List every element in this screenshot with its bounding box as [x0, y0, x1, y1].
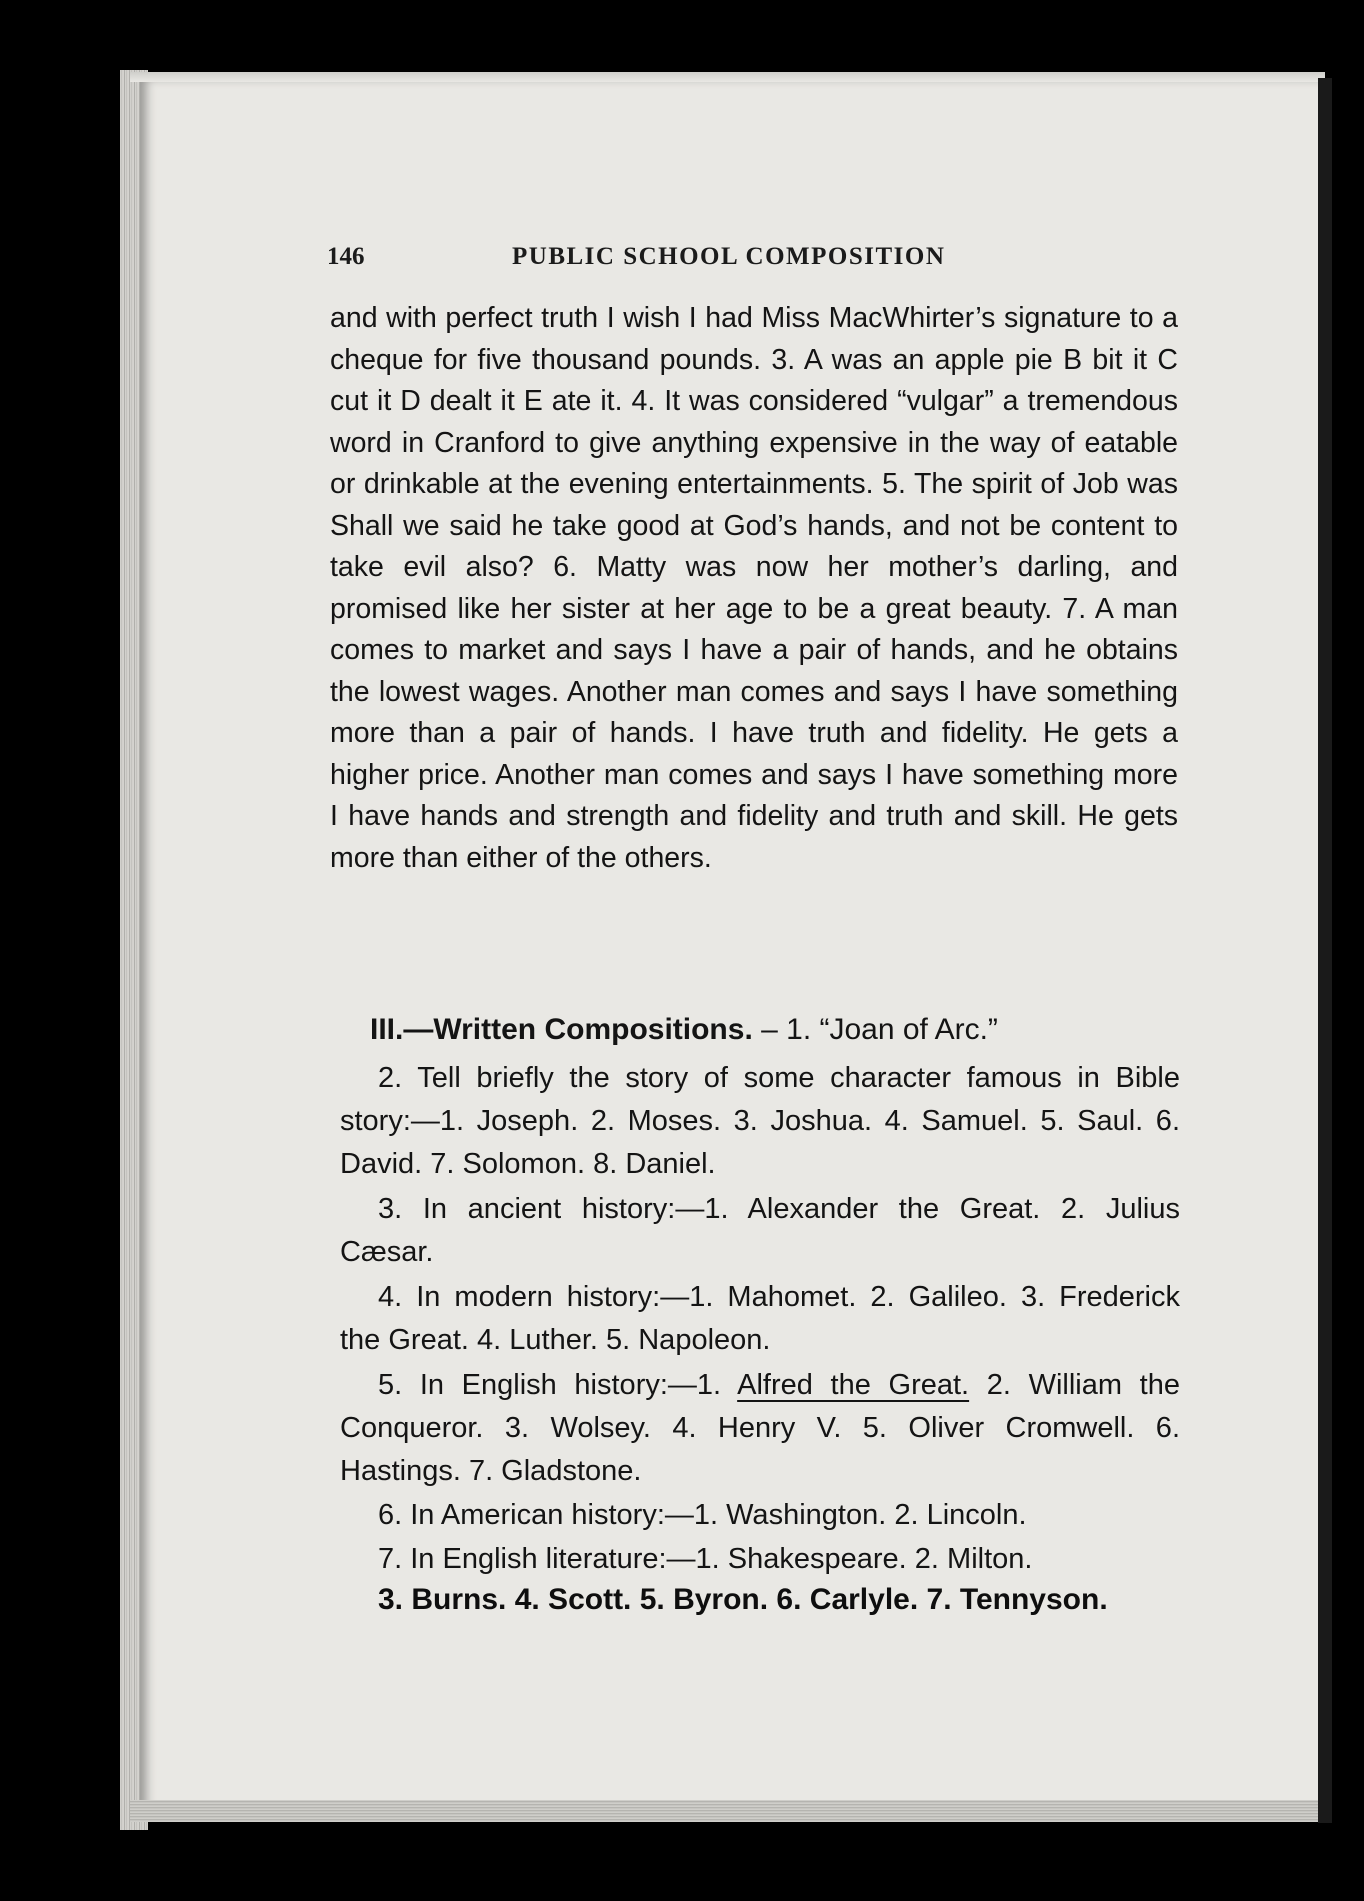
book-page-edge-bottom — [130, 1800, 1330, 1822]
book-page-edge-top — [130, 72, 1325, 82]
composition-item-2: 2. Tell briefly the story of some character famous in Bible story:—1. Joseph. 2. Moses. 3. Joshua. 4. Samuel. 5. Saul. 6. David. 7. Solomon. 8. Daniel. — [340, 1062, 1180, 1180]
page-header — [327, 243, 987, 283]
item-5-rest: 2. William the Conqueror. 3. Wolsey. 4. Henry V. 5. Oliver Cromwell. 6. Hastings. 7. Gladstone. — [340, 1369, 1180, 1487]
facing-page-shadow — [1318, 78, 1332, 1823]
running-head: PUBLIC SCHOOL COMPOSITION — [512, 243, 946, 270]
page-number: 146 — [327, 243, 365, 270]
composition-item-3: 3. In ancient history:—1. Alexander the Great. 2. Julius Cæsar. — [340, 1193, 1180, 1268]
item-5-intro: 5. In English history:—1. — [378, 1369, 738, 1401]
section-heading — [370, 1013, 1190, 1047]
section-heading-title: III.—Written Compositions. — [370, 1013, 753, 1046]
composition-item-7-continued: 3. Burns. 4. Scott. 5. Byron. 6. Carlyle. 7. Tennyson. — [378, 1583, 1108, 1616]
composition-item-6: 6. In American history:—1. Washington. 2. Lincoln. — [378, 1499, 1027, 1531]
body-paragraph: and with perfect truth I wish I had Miss MacWhirter’s signature to a cheque for five thousand pounds. 3. A was an apple pie B bit it C cut it D dealt it E ate it. 4. It was considered “vulgar” a tremendous word in Cranford to give anything expensive in the way of eatable or drinkable at the evening entertainments. 5. The spirit of Job was Shall we said he take good at God’s hands, and not be content to take evil also? 6. Matty was now her mother’s darling, and promised like her sister at her age to be a great beauty. 7. A man comes to market and says I have a pair of hands, and he obtains the lowest wages. Another man comes and says I have something more than a pair of hands. I have truth and fidelity. He gets a higher price. Another man comes and says I have something more I have hands and strength and fidelity and truth and skill. He gets more than either of the others. — [330, 302, 1178, 874]
item-5-underlined-topic: Alfred the Great. — [737, 1369, 970, 1401]
composition-item-7: 7. In English literature:—1. Shakespeare. 2. Milton. — [378, 1543, 1033, 1575]
composition-item-5 — [340, 1364, 1180, 1493]
section-heading-first-topic: – 1. “Joan of Arc.” — [752, 1013, 998, 1046]
composition-item-4: 4. In modern history:—1. Mahomet. 2. Galileo. 3. Frederick the Great. 4. Luther. 5. Napoleon. — [340, 1281, 1180, 1356]
